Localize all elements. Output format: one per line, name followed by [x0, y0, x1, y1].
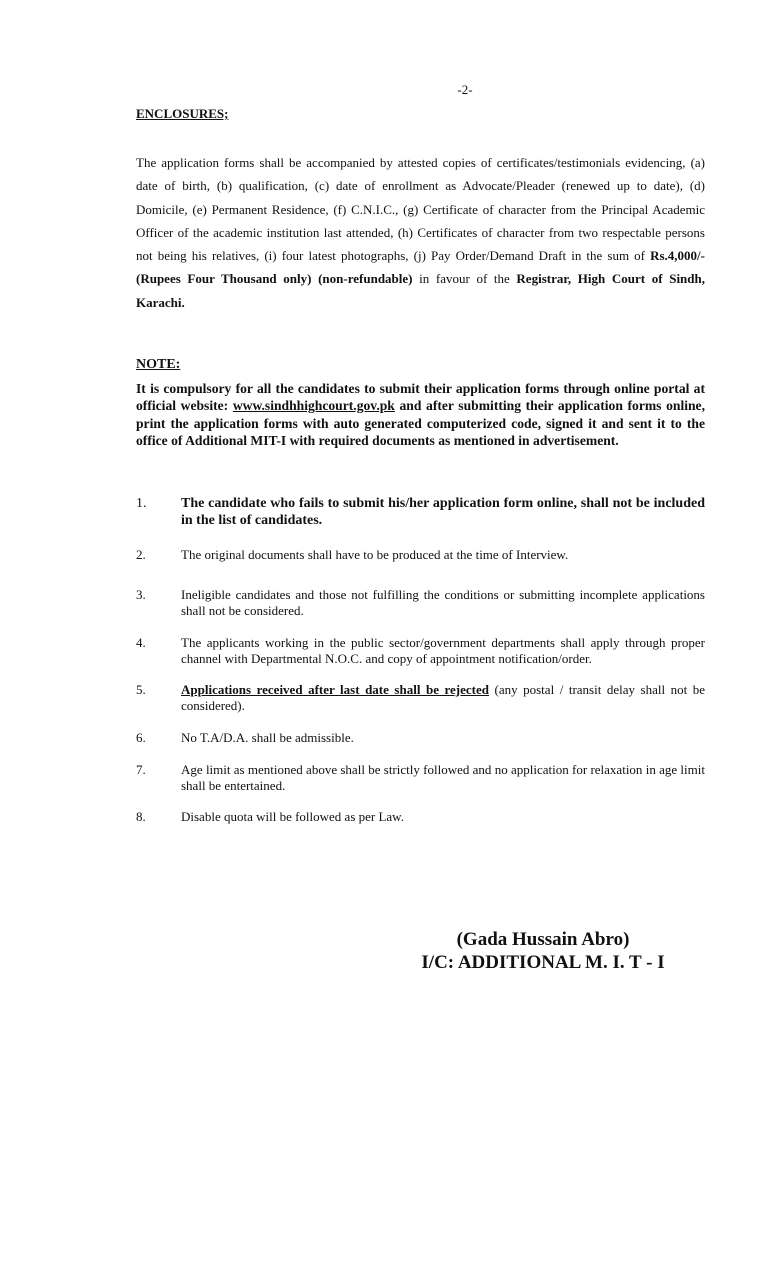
- website-link[interactable]: www.sindhhighcourt.gov.pk: [232, 398, 395, 414]
- list-item-number: 3.: [136, 587, 146, 602]
- list-item-number: 4.: [136, 635, 146, 650]
- list-item-number: 1.: [136, 496, 147, 511]
- list-item-text: No T.A/D.A. shall be admissible.: [181, 730, 354, 745]
- list-item-number: 8.: [136, 809, 146, 824]
- note-text-before-url: It is compulsory for all the candidates to submit their application forms through online portal at official website:: [136, 381, 705, 414]
- list-item-number: 2.: [136, 547, 146, 562]
- list-item-text: The original documents shall have to be produced at the time of Interview.: [181, 547, 569, 562]
- list-item-text-container: [181, 682, 705, 714]
- list-item-number: 7.: [136, 762, 146, 777]
- list-item-text: Age limit as mentioned above shall be strictly followed and no application for relaxation in age limit shall be entertained.: [181, 762, 705, 793]
- signatory-title: I/C: ADDITIONAL M. I. T - I: [421, 952, 665, 973]
- payee: Registrar, High Court of Sindh, Karachi.: [136, 271, 705, 310]
- list-item-text: Disable quota will be followed as per Law.: [181, 809, 404, 824]
- rejection-emphasis: Applications received after last date shall be rejected: [181, 682, 489, 697]
- list-item-text: (any postal / transit delay shall not be considered).: [181, 682, 705, 713]
- fee-amount: Rs.4,000/- (Rupees Four Thousand only) (non-refundable): [136, 248, 705, 287]
- list-item-text: The candidate who fails to submit his/her application form online, shall not be included in the list of candidates.: [181, 496, 705, 528]
- page-number: -2-: [457, 82, 473, 97]
- enclosures-middle-text: in favour of the: [412, 271, 517, 287]
- list-item-number: 5.: [136, 682, 146, 697]
- enclosures-heading: ENCLOSURES;: [136, 106, 229, 121]
- note-heading: NOTE:: [136, 357, 181, 372]
- signatory-name: (Gada Hussain Abro): [456, 929, 630, 950]
- enclosures-intro-text: The application forms shall be accompanied by attested copies of certificates/testimonials evidencing, (a) date of birth, (b) qualification, (c) date of enrollment as Advocate/Pleader (renewed up to date), (d) Domicile, (e) Permanent Residence, (f) C.N.I.C., (g) Certificate of character from the Principal Academic Officer of the academic institution last attended, (h) Certificates of character from two respectable persons not being his relatives, (i) four latest photographs, (j) Pay Order/Demand Draft in the sum of: [136, 155, 705, 264]
- list-item-number: 6.: [136, 730, 146, 745]
- list-item-text: Ineligible candidates and those not fulfilling the conditions or submitting incomplete applications shall not be considered.: [181, 587, 705, 618]
- note-text-after-url: and after submitting their application forms online, print the application forms with auto generated computerized code, signed it and sent it to the office of Additional MIT-I with required documents as mentioned in advertisement.: [136, 398, 705, 449]
- enclosures-paragraph: [136, 151, 705, 314]
- list-item-text: The applicants working in the public sector/government departments shall apply through proper channel with Departmental N.O.C. and copy of appointment notification/order.: [181, 635, 705, 666]
- note-paragraph: [136, 380, 705, 450]
